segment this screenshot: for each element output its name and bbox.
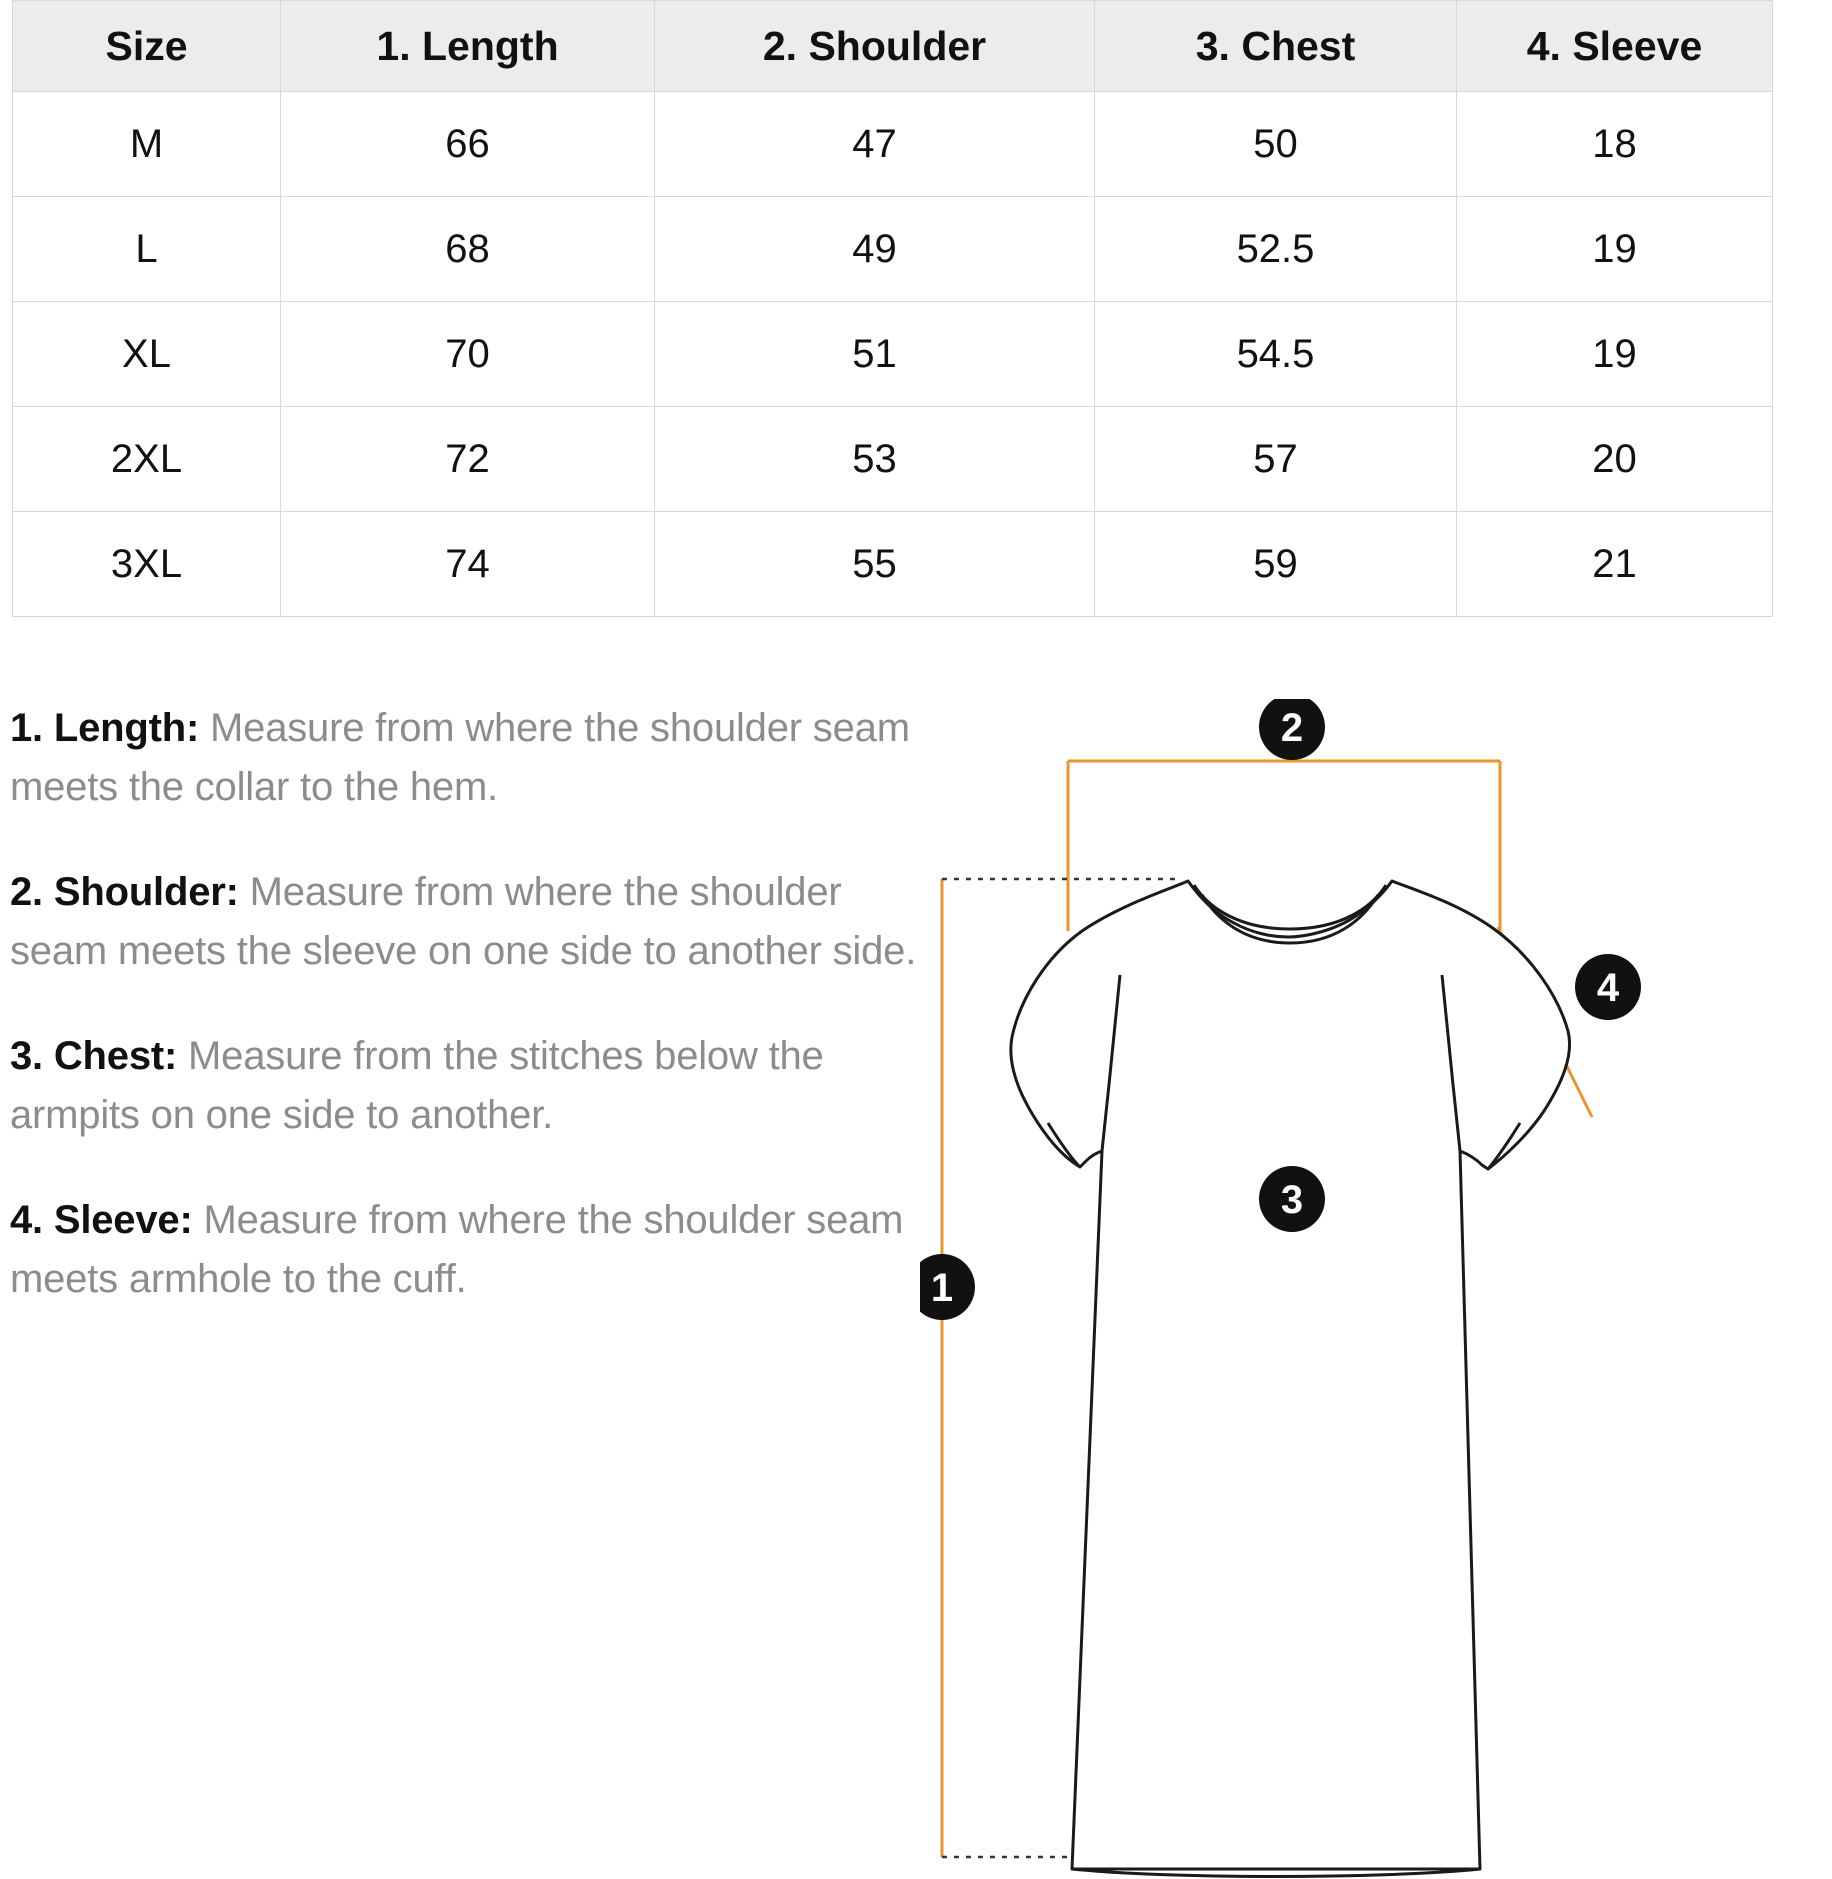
tshirt-diagram — [920, 699, 1820, 1879]
cell-chest: 57 — [1095, 407, 1457, 512]
cell-chest: 50 — [1095, 92, 1457, 197]
table-row — [13, 302, 1773, 407]
size-chart-section — [0, 0, 1832, 617]
definition-label-shoulder: 2. Shoulder: — [10, 870, 239, 914]
cell-chest: 52.5 — [1095, 197, 1457, 302]
column-header-size: Size — [13, 1, 281, 92]
table-header-row — [13, 1, 1773, 92]
marker-2-shoulder — [1259, 699, 1325, 760]
cell-size: 2XL — [13, 407, 281, 512]
cell-length: 74 — [281, 512, 655, 617]
definition-label-sleeve: 4. Sleeve: — [10, 1198, 193, 1242]
cell-chest: 59 — [1095, 512, 1457, 617]
cell-shoulder: 55 — [655, 512, 1095, 617]
tshirt-outline — [1011, 881, 1570, 1877]
definition-label-length: 1. Length: — [10, 706, 200, 750]
cell-chest: 54.5 — [1095, 302, 1457, 407]
cell-sleeve: 18 — [1457, 92, 1773, 197]
definition-text-shoulder: Measure from where the shoulder seam meets the sleeve on one side to another side. — [10, 870, 917, 973]
table-row — [13, 512, 1773, 617]
definition-chest — [10, 1027, 920, 1145]
measurement-guide-section — [0, 699, 1832, 1879]
definition-text-length: Measure from where the shoulder seam meets the collar to the hem. — [10, 706, 910, 809]
marker-4-label: 4 — [1596, 966, 1620, 1010]
cell-size: XL — [13, 302, 281, 407]
definition-sleeve — [10, 1191, 920, 1309]
cell-sleeve: 20 — [1457, 407, 1773, 512]
cell-length: 70 — [281, 302, 655, 407]
cell-sleeve: 19 — [1457, 302, 1773, 407]
cell-size: L — [13, 197, 281, 302]
table-row — [13, 197, 1773, 302]
cell-length: 66 — [281, 92, 655, 197]
column-header-chest: 3. Chest — [1095, 1, 1457, 92]
cell-shoulder: 51 — [655, 302, 1095, 407]
marker-1-length — [920, 1254, 975, 1320]
definition-text-sleeve: Measure from where the shoulder seam meets armhole to the cuff. — [10, 1198, 904, 1301]
definition-length — [10, 699, 920, 817]
definition-text-chest: Measure from the stitches below the armpits on one side to another. — [10, 1034, 824, 1137]
cell-size: M — [13, 92, 281, 197]
cell-shoulder: 49 — [655, 197, 1095, 302]
marker-3-label: 3 — [1280, 1178, 1304, 1222]
column-header-sleeve: 4. Sleeve — [1457, 1, 1773, 92]
column-header-shoulder: 2. Shoulder — [655, 1, 1095, 92]
table-row — [13, 92, 1773, 197]
tshirt-measurement-svg — [920, 699, 1820, 1879]
cell-size: 3XL — [13, 512, 281, 617]
marker-4-sleeve — [1575, 954, 1641, 1020]
cell-shoulder: 47 — [655, 92, 1095, 197]
table-row — [13, 407, 1773, 512]
cell-sleeve: 21 — [1457, 512, 1773, 617]
measurement-definitions-list — [0, 699, 920, 1309]
cell-sleeve: 19 — [1457, 197, 1773, 302]
marker-1-label: 1 — [930, 1266, 954, 1310]
definition-label-chest: 3. Chest: — [10, 1034, 178, 1078]
marker-2-label: 2 — [1280, 706, 1304, 750]
marker-3-chest — [1259, 1166, 1325, 1232]
cell-length: 68 — [281, 197, 655, 302]
column-header-length: 1. Length — [281, 1, 655, 92]
cell-length: 72 — [281, 407, 655, 512]
definition-shoulder — [10, 863, 920, 981]
cell-shoulder: 53 — [655, 407, 1095, 512]
size-chart-table — [12, 0, 1773, 617]
